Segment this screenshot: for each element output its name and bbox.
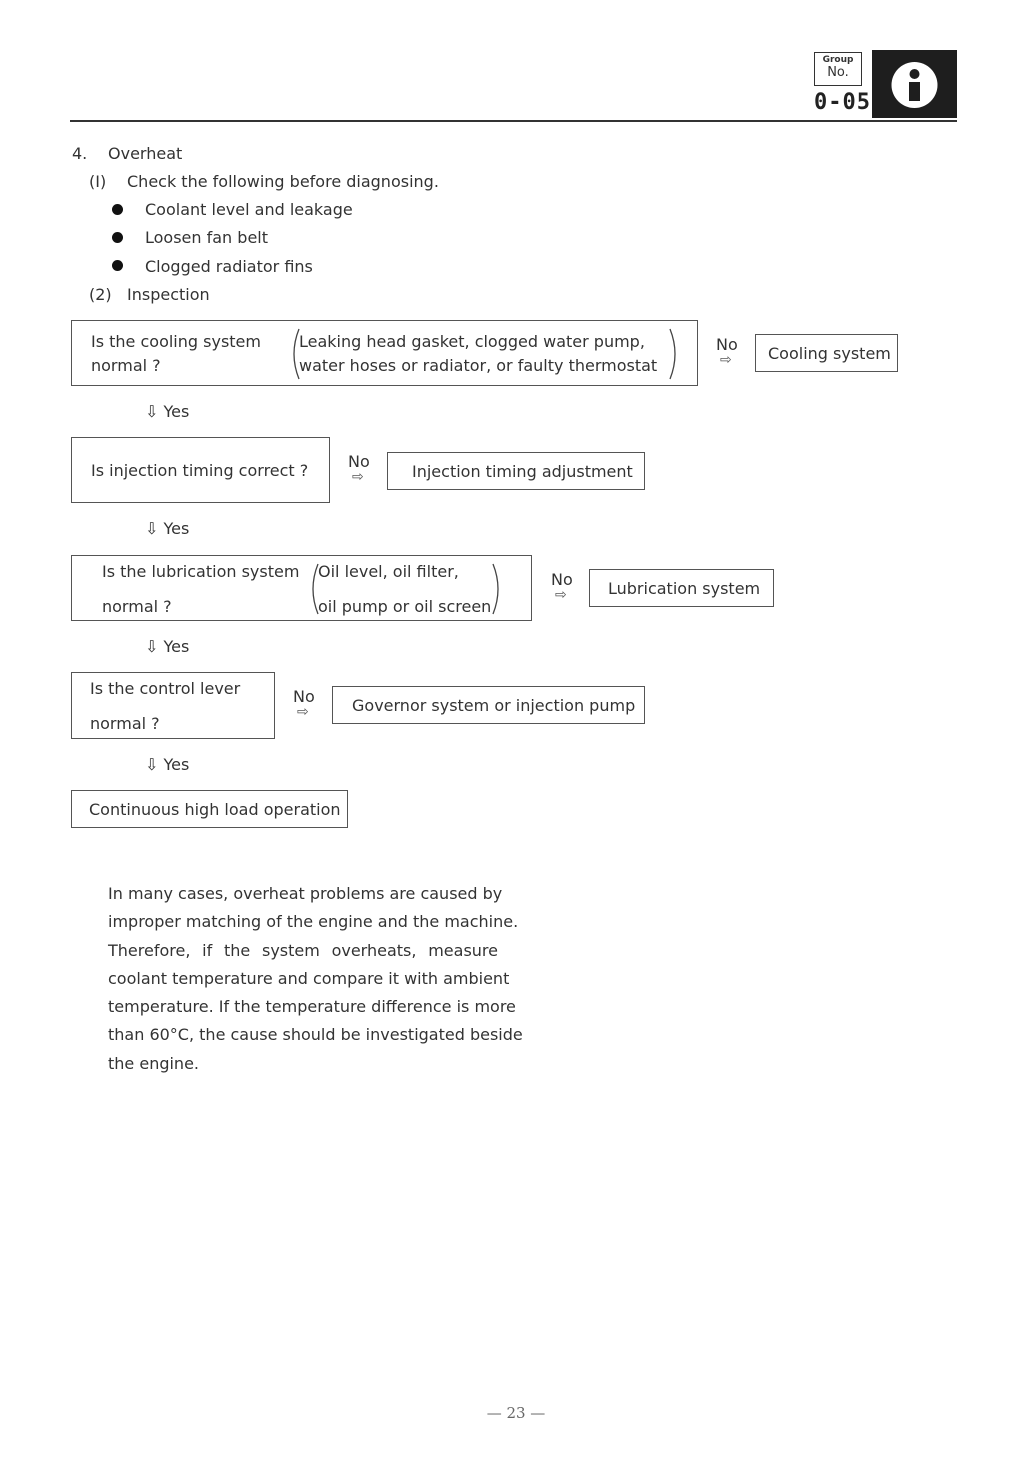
cause-note: water hoses or radiator, or faulty thermostat — [299, 356, 658, 375]
group-number-box — [814, 52, 862, 86]
question-box-control-lever — [71, 672, 275, 739]
header-rule — [70, 120, 957, 122]
yes-label: ⇩ Yes — [145, 402, 190, 421]
question-text: normal ? — [90, 714, 160, 733]
step1-number: (I) — [89, 172, 107, 191]
bullet-icon — [112, 232, 123, 243]
result-box-injection — [387, 452, 645, 490]
paragraph-line: coolant temperature and compare it with ambient — [108, 968, 510, 988]
question-box-injection — [71, 437, 330, 503]
result-text: Lubrication system — [608, 579, 761, 598]
group-label: Group — [822, 55, 854, 65]
no-label: No. — [827, 65, 849, 80]
right-arrow-icon: ⇨ — [720, 352, 732, 368]
question-text: Is injection timing correct ? — [91, 461, 309, 480]
paragraph-line: the engine. — [108, 1053, 199, 1073]
final-box — [71, 790, 348, 828]
question-box-lubrication — [71, 555, 532, 621]
question-text: Is the cooling system — [91, 332, 261, 351]
result-text: Cooling system — [768, 344, 891, 363]
result-text: Governor system or injection pump — [352, 696, 636, 715]
yes-label: ⇩ Yes — [145, 755, 190, 774]
cause-note: oil pump or oil screen — [318, 597, 492, 616]
paragraph-line: In many cases, overheat problems are caused by — [108, 884, 503, 903]
group-number: 0-05 — [814, 90, 871, 115]
result-box-governor — [332, 686, 645, 724]
info-icon — [872, 50, 957, 118]
yes-label: ⇩ Yes — [145, 519, 190, 538]
paragraph-line: temperature. If the temperature difference is more — [108, 997, 516, 1017]
bullet-item: Coolant level and leakage — [145, 200, 353, 219]
right-paren-icon — [668, 327, 682, 381]
result-box-lubrication — [589, 569, 774, 607]
final-text: Continuous high load operation — [89, 800, 341, 819]
bullet-icon — [112, 204, 123, 215]
explanation-paragraph — [108, 880, 523, 1078]
question-text: normal ? — [91, 356, 161, 375]
question-text: Is the lubrication system — [102, 562, 300, 581]
bullet-icon — [112, 260, 123, 271]
paragraph-line: than 60°C, the cause should be investigated beside — [108, 1025, 523, 1045]
page-number: — 23 — — [486, 1404, 546, 1422]
right-arrow-icon: ⇨ — [555, 587, 567, 603]
right-arrow-icon: ⇨ — [297, 704, 309, 720]
result-box-cooling — [755, 334, 898, 372]
yes-label: ⇩ Yes — [145, 637, 190, 656]
no-label: No — [348, 452, 370, 471]
paragraph-line: Therefore, if the system overheats, measure — [108, 940, 498, 960]
no-label: No — [293, 687, 315, 706]
no-label: No — [551, 570, 573, 589]
paragraph-line: improper matching of the engine and the machine. — [108, 912, 519, 932]
section-number: 4. — [72, 144, 88, 163]
step1-text: Check the following before diagnosing. — [127, 172, 439, 191]
cause-note: Oil level, oil filter, — [318, 562, 459, 581]
step2-text: Inspection — [127, 285, 210, 304]
question-box-cooling — [71, 320, 698, 386]
no-label: No — [716, 335, 738, 354]
bullet-item: Clogged radiator fins — [145, 257, 313, 276]
bullet-item: Loosen fan belt — [145, 228, 268, 247]
right-arrow-icon: ⇨ — [352, 469, 364, 485]
question-text: normal ? — [102, 597, 172, 616]
step2-number: (2) — [89, 285, 112, 304]
section-title: Overheat — [108, 144, 183, 163]
right-paren-icon — [491, 562, 505, 616]
question-text: Is the control lever — [90, 679, 241, 698]
result-text: Injection timing adjustment — [412, 462, 633, 481]
cause-note: Leaking head gasket, clogged water pump, — [299, 332, 645, 351]
